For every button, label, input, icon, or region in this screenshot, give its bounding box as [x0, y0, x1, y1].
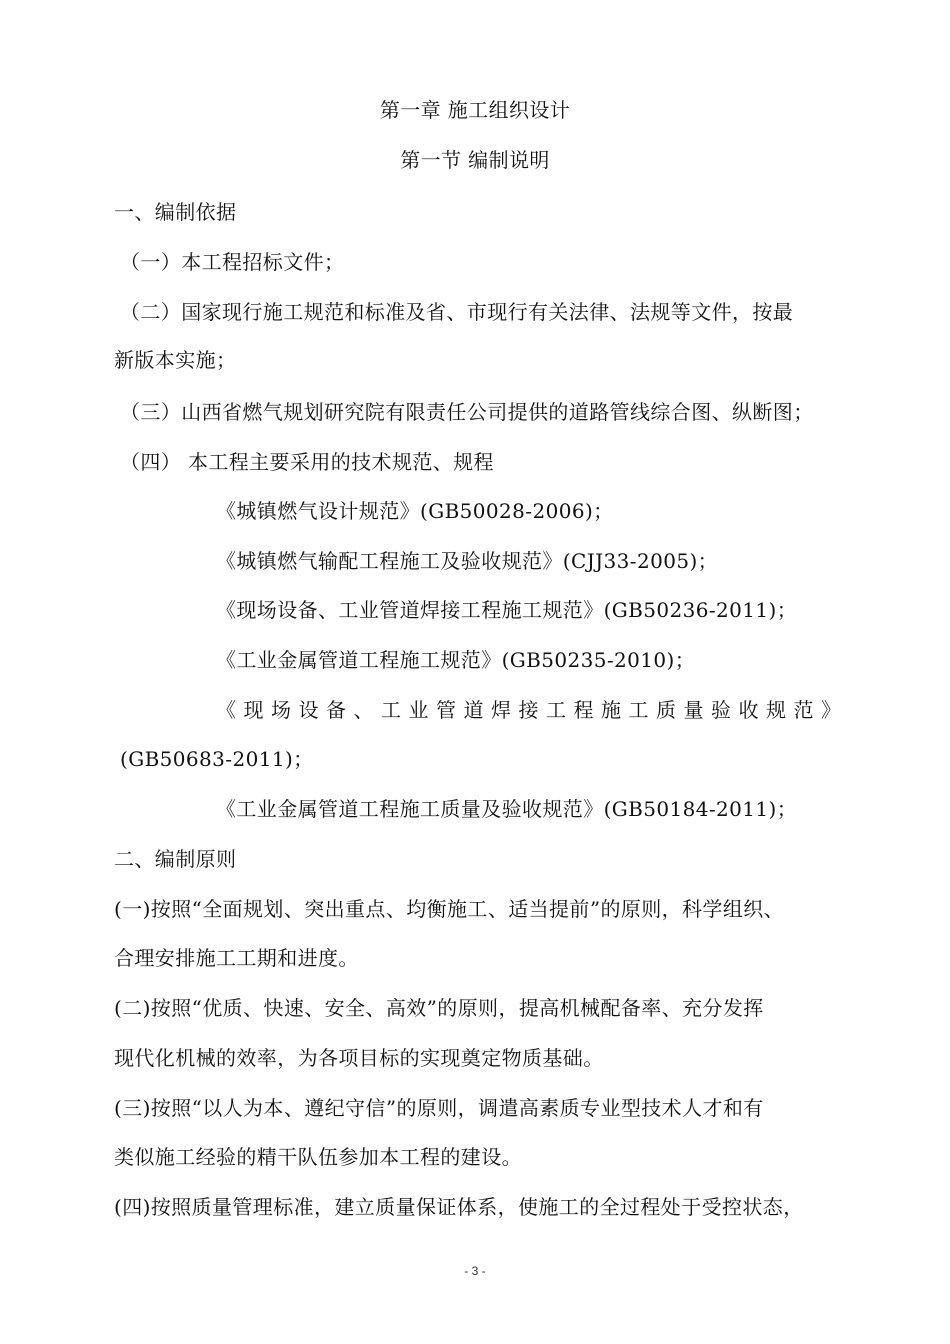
standard-item: 《城镇燃气输配工程施工及验收规范》(CJJ33-2005)； [216, 549, 719, 573]
principle-2-line-1: (二)按照“优质、快速、安全、高效”的原则，提高机械配备率、充分发挥 [114, 996, 764, 1020]
principle-3-line-2: 类似施工经验的精干队伍参加本工程的建设。 [114, 1145, 522, 1169]
basis-item-2-line-2: 新版本实施； [114, 348, 237, 372]
standard-item-continuation: (GB50683-2011)； [120, 747, 314, 771]
standard-item: 《现场设备、工业管道焊接工程施工规范》(GB50236-2011)； [216, 598, 798, 622]
principle-3-line-1: (三)按照“以人为本、遵纪守信”的原则，调遣高素质专业型技术人才和有 [114, 1096, 764, 1120]
section-title: 第一节 编制说明 [400, 148, 550, 172]
principle-1-line-1: (一)按照“全面规划、突出重点、均衡施工、适当提前”的原则，科学组织、 [114, 897, 785, 921]
basis-item-2-line-1: （二）国家现行施工规范和标准及省、市现行有关法律、法规等文件，按最 [120, 300, 794, 324]
standard-item: 《工业金属管道工程施工规范》(GB50235-2010)； [216, 648, 696, 672]
basis-item-1: （一）本工程招标文件； [120, 250, 345, 274]
basis-heading: 一、编制依据 [114, 200, 237, 224]
basis-item-4: （四） 本工程主要采用的技术规范、规程 [120, 450, 494, 474]
page-number: - 3 - [464, 1264, 486, 1278]
principles-heading: 二、编制原则 [114, 847, 237, 871]
basis-item-3: （三）山西省燃气规划研究院有限责任公司提供的道路管线综合图、纵断图； [120, 400, 814, 424]
chapter-title: 第一章 施工组织设计 [379, 98, 571, 122]
standard-item: 《工业金属管道工程施工质量及验收规范》(GB50184-2011)； [216, 797, 798, 821]
principle-2-line-2: 现代化机械的效率，为各项目标的实现奠定物质基础。 [114, 1046, 604, 1070]
principle-1-line-2: 合理安排施工工期和进度。 [114, 946, 359, 970]
principle-4-line-1: (四)按照质量管理标准，建立质量保证体系，使施工的全过程处于受控状态， [114, 1195, 804, 1219]
standard-item: 《现场设备、工业管道焊接工程施工质量验收规范》 [216, 698, 849, 722]
standard-item: 《城镇燃气设计规范》(GB50028-2006)； [216, 499, 614, 523]
